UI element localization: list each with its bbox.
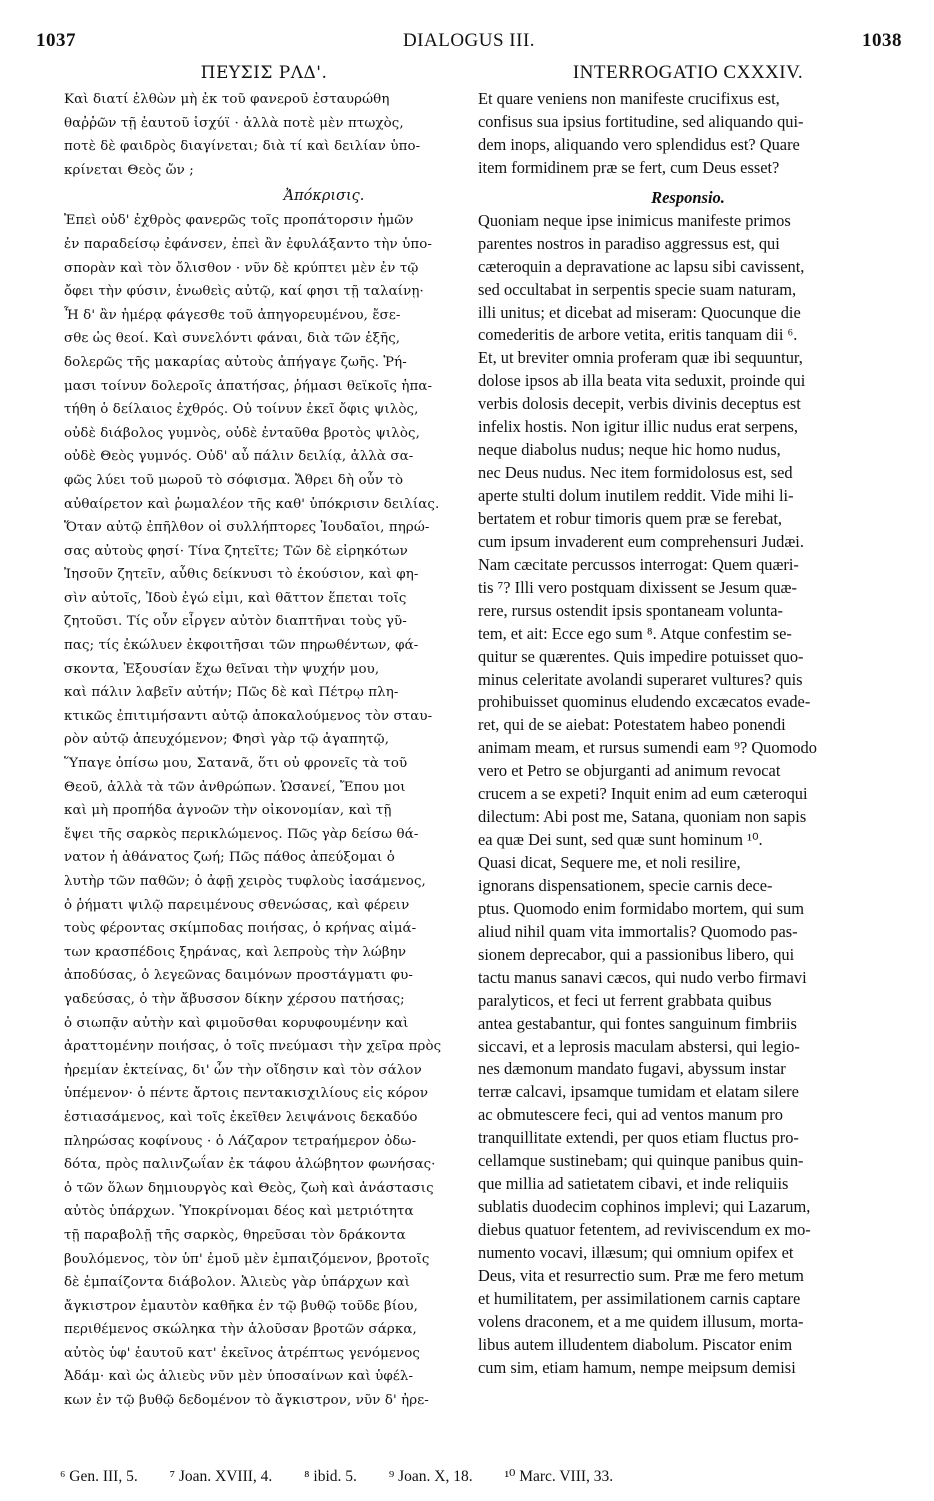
text-line: ἐν παραδείσῳ ἐφάνσεν, ἐπεὶ ἂν ἐφυλάξαντο τὴν ὑπο-: [64, 236, 433, 252]
text-line: nec Deus nudus. Nec item formidolosus est, sed: [478, 463, 793, 483]
text-line: tis ⁷? Illi vero postquam dixissent se Jesum quæ-: [478, 577, 797, 597]
text-line: σὶν αὐτοῖς, Ἰδοὺ ἐγώ εἰμι, καὶ θᾶττον ἕπεται τοῖς: [64, 590, 407, 606]
text-line: ὁ σιωπᾷν αὐτὴν καὶ φιμοῦσθαι κορυφουμένην καὶ: [64, 1015, 409, 1031]
text-line: illi unitus; et dicebat ad miseram: Quocunque die: [478, 302, 801, 322]
text-line: δὲ ἐμπαίζοντα διάβολον. Ἁλιεὺς γὰρ ὑπάρχων καὶ: [64, 1275, 410, 1291]
text-line: minus celeritate avolandi superaret vultures? quis: [478, 669, 803, 689]
text-line: Nam cæcitate percussos interrogat: Quem quæri-: [478, 554, 799, 574]
latin-question: [478, 88, 898, 180]
text-line: κτικῶς ἐπιτιμήσαντι αὐτῷ ἀποκαλούμενος τὸν σταυ-: [64, 708, 433, 724]
text-line: γαδεύσας, ὁ τὴν ἄβυσσον δίκην χέρσου πατήσας;: [64, 991, 405, 1007]
text-line: volens draconem, et a me quidem illusum, morta-: [478, 1311, 804, 1331]
text-line: Ἰησοῦν ζητεῖν, αὖθις δείκνυσι τὸ ἑκούσιον, καὶ φη-: [64, 567, 419, 583]
greek-question-heading: ΠΕΥΣΙΣ ΡΛΔ'.: [200, 63, 328, 83]
text-line: οὐδὲ διάβολος γυμνὸς, οὐδὲ ἐνταῦθα βροτὸς ψιλὸς,: [64, 425, 420, 441]
text-line: cum sim, etiam hamum, nempe meipsum demisi: [478, 1357, 796, 1377]
text-line: ποτὲ δὲ φαιδρὸς διαγίνεται; διὰ τί καὶ δειλίαν ὑπο-: [64, 139, 421, 155]
running-title: DIALOGUS III.: [402, 30, 536, 51]
text-line: diebus quatuor fetentem, ad reviviscendum ex mo-: [478, 1220, 811, 1239]
footnote: ¹⁰ Marc. VIII, 33.: [504, 1468, 614, 1485]
text-line: quitur se quærentes. Quis impedire potuisset quo-: [478, 646, 804, 666]
text-line: ἑστιασάμενος, καὶ τοῖς ἐκεῖθεν λειψάνοις δεκαδύο: [64, 1109, 418, 1125]
text-line: bertatem et robur timoris quem præ se ferebat,: [478, 508, 783, 528]
text-line: sublatis duodecim cophinos implevi; qui Lazarum,: [478, 1197, 811, 1217]
text-line: dolose ipsos ab illa beata vita seduxit, proinde qui: [478, 371, 806, 391]
text-line: Quasi dicat, Sequere me, et noli resilire,: [478, 853, 741, 872]
footnote: ⁹ Joan. X, 18.: [388, 1468, 473, 1485]
latin-answer-heading: Responsio.: [651, 187, 725, 207]
text-line: τῇ παραβολῇ τῆς σαρκὸς, θηρεῦσαι τὸν δράκοντα: [64, 1227, 406, 1243]
text-line: ret, qui de se aiebat: Potestatem habeo ponendi: [478, 715, 786, 735]
running-head: [36, 30, 902, 56]
text-line: dilectum: Abi post me, Satana, quoniam non sapis: [478, 807, 807, 827]
latin-question-heading: INTERROGATIO CXXXIV.: [572, 62, 804, 83]
greek-answer-heading: Ἀπόκρισις.: [283, 188, 365, 205]
text-line: neque diabolus nudus; neque hic homo nudus,: [478, 440, 781, 460]
page-number-right: 1038: [862, 30, 902, 51]
latin-column: [478, 62, 898, 1380]
text-line: Quoniam neque ipse inimicus manifeste primos: [478, 210, 791, 230]
text-line: verbis dolosis decepit, verbis divinis deceptus est: [478, 394, 801, 414]
text-line: ac obmutescere feci, qui ad ventos manum pro: [478, 1105, 783, 1125]
text-line: λυτὴρ τῶν παθῶν; ὁ ἀφῇ χειρὸς τυφλοὺς ἰασάμενος,: [64, 874, 426, 889]
text-line: αὐτὸς ὑπάρχων. Ὑποκρίνομαι δέος καὶ μετριότητα: [64, 1204, 414, 1220]
text-line: siccavi, et a leprosis maculam abstersi, qui legio-: [478, 1036, 800, 1056]
text-line: paralyticos, et feci ut ferrent grabbata quibus: [478, 990, 772, 1010]
text-line: confisus sua ipsius fortitudine, sed aliquando qui-: [478, 111, 804, 131]
text-line: ὁ ῥήματι ψιλῷ παρειμένους σθενώσας, καὶ φέρειν: [64, 897, 410, 913]
text-line: σπορὰν καὶ τὸν ὄλισθον · νῦν δὲ κρύπτει μὲν ἐν τῷ: [64, 260, 419, 276]
text-line: Ὕπαγε ὀπίσω μου, Σατανᾶ, ὅτι οὐ φρονεῖς τὰ τοῦ: [64, 756, 408, 772]
text-line: comederitis de arbore vetita, eritis tanquam dii ⁶.: [478, 325, 798, 345]
text-line: sionem deprecabor, qui a passionibus libero, qui: [478, 944, 795, 964]
text-line: Ἐπεὶ οὐδ' ἐχθρὸς φανερῶς τοῖς προπάτορσιν ἡμῶν: [64, 213, 414, 229]
text-line: Deus, vita et resurrectio sum. Præ me fero metum: [478, 1265, 804, 1285]
text-line: θαῤῥῶν τῇ ἑαυτοῦ ἰσχύϊ · ἀλλὰ ποτὲ μὲν πτωχὸς,: [64, 115, 404, 131]
text-line: Et quare veniens non manifeste crucifixus est,: [478, 89, 780, 108]
text-line: ὄφει τὴν φύσιν, ἑνωθεὶς αὐτῷ, καί φησι τῇ ταλαίνῃ·: [64, 284, 424, 300]
text-line: nes dæmonum mandato fugavi, abyssum instar: [478, 1059, 786, 1079]
text-line: πληρώσας κοφίνους · ὁ Λάζαρον τετραήμερον ὀδω-: [64, 1133, 417, 1149]
text-line: ἀραττομένην ποιήσας, ὁ τοῖς πνεύμασι τὴν χεῖρα πρὸς: [64, 1039, 442, 1055]
text-line: τήθη ὁ δείλαιος ἐχθρός. Οὐ τοίνυν ἐκεῖ ὄφις ψιλὸς,: [64, 402, 419, 418]
text-line: cellamque sustinebam; qui quinque panibus quin-: [478, 1151, 804, 1171]
text-line: aliud nihil quam vita immortalis? Quomodo pas-: [478, 921, 798, 941]
text-line: σκοντα, Ἐξουσίαν ἔχω θεῖναι τὴν ψυχήν μου,: [64, 661, 380, 677]
text-line: ζητοῦσι. Τίς οὖν εἶργεν αὐτὸν διαπτῆναι τοὺς γῦ-: [64, 614, 407, 630]
greek-question: [64, 88, 464, 182]
text-line: cum ipsum invaderent eum comprehensuri Judæi.: [478, 531, 804, 551]
text-line: ἀποδύσας, ὁ λεγεῶνας δαιμόνων προστάγματι φυ-: [64, 968, 413, 984]
text-line: τοὺς φέροντας σκίμποδας ποιήσας, ὁ κρήνας αἱμά-: [64, 921, 417, 937]
text-line: que millia ad satietatem cibavi, et inde reliquiis: [478, 1174, 789, 1194]
text-line: Θεοῦ, ἀλλὰ τὰ τῶν ἀνθρώπων. Ὡσανεί, Ἔπου μοι: [64, 779, 406, 795]
text-line: prohibuisset quominus eludendo excæcatos evade-: [478, 692, 811, 712]
page-number-left: 1037: [36, 30, 76, 51]
text-line: ignorans dispensationem, specie carnis dece-: [478, 875, 773, 895]
text-line: κρίνεται Θεὸς ὤν ;: [64, 162, 194, 178]
text-line: βουλόμενος, τὸν ὑπ' ἐμοῦ μὲν ἐμπαιζόμενον, βροτοῖς: [64, 1251, 430, 1267]
text-line: κων ἐν τῷ βυθῷ δεδομένον τὸ ἄγκιστρον, νῦν δ' ἠρε-: [64, 1393, 429, 1409]
text-line: δολερῶς τῆς μακαρίας αὐτοὺς ἀπήγαγε ζωῆς. Ῥή-: [64, 354, 407, 370]
text-line: animam meam, et rursus sumendi eam ⁹? Quomodo: [478, 738, 817, 758]
text-line: sed occultabat in serpentis specie suam naturam,: [478, 279, 797, 299]
text-line: antea gestabantur, qui fontes sanguinum fimbriis: [478, 1013, 797, 1033]
text-line: των κρασπέδοις ξηράνας, καὶ λεπροὺς τὴν λώβην: [64, 944, 407, 960]
text-line: parentes nostros in paradiso aggressus est, qui: [478, 233, 780, 253]
text-line: ἔψει τῆς σαρκὸς περικλώμενος. Πῶς γὰρ δείσω θά-: [64, 826, 419, 842]
text-line: σθε ὡς θεοί. Καὶ συνελόντι φάναι, διὰ τῶν ἑξῆς,: [64, 331, 401, 347]
text-line: tranquillitate extendi, per quos etiam fluctus pro-: [478, 1128, 799, 1148]
text-line: δότα, πρὸς παλινζωΐαν ἐκ τάφου ἀλώβητον φωνήσας·: [64, 1157, 436, 1173]
text-line: καὶ μὴ προπήδα ἀγνοῶν τὴν οἰκονομίαν, καὶ τῇ: [64, 803, 392, 819]
text-line: et humilitatem, per assimilationem carnis captare: [478, 1288, 801, 1308]
footnotes: [60, 1464, 904, 1490]
text-line: libus autem illudentem diabolum. Piscator enim: [478, 1334, 793, 1354]
text-line: Ἦ δ' ἂν ἡμέρᾳ φάγεσθε τοῦ ἀπηγορευμένου, ἔσε-: [64, 307, 401, 323]
footnote: ⁶ Gen. III, 5.: [60, 1468, 138, 1485]
text-line: aperte stulti dolum inutilem reddit. Vide mihi li-: [478, 486, 794, 505]
greek-answer: [64, 209, 464, 1412]
text-line: πας; τίς ἐκώλυεν ἐκφοιτῆσαι τῶν πηρωθέντων, φά-: [64, 638, 419, 654]
text-line: περιθέμενος σκώληκα τὴν ἁλοῦσαν βροτῶν σάρκα,: [64, 1322, 417, 1338]
text-line: cæteroquin a depravatione ac lapsu sibi cavissent,: [478, 256, 805, 276]
text-line: ἄγκιστρον ἐμαυτὸν καθῆκα ἐν τῷ βυθῷ τοῦδε βίου,: [64, 1298, 418, 1314]
text-line: rere, rursus ostendit ipsis spontaneam volunta-: [478, 600, 783, 620]
text-line: Ἀδάμ· καὶ ὡς ἁλιεὺς νῦν μὲν ὑποσαίνων καὶ ὑφέλ-: [64, 1369, 414, 1385]
text-line: tactu manus sanavi cæcos, qui nudo verbo firmavi: [478, 967, 807, 987]
footnote: ⁷ Joan. XVIII, 4.: [169, 1468, 273, 1485]
text-line: item formidinem præ se fert, cum Deus esset?: [478, 157, 780, 177]
text-line: ptus. Quomodo enim formidabo mortem, qui sum: [478, 898, 804, 918]
text-line: ὑπέμενον· ὁ πέντε ἄρτοις πεντακισχιλίους εἰς κόρον: [64, 1086, 429, 1102]
text-line: vero et Petro se objurganti ad animum revocat: [478, 761, 781, 781]
text-line: infelix hostis. Non igitur illic nudus erat serpens,: [478, 417, 799, 437]
text-line: φῶς λύει τοῦ μωροῦ τὸ σόφισμα. Ἄθρει δὴ οὖν τὸ: [64, 472, 404, 488]
text-line: dem inops, aliquando vero splendidus est? Quare: [478, 134, 800, 154]
text-line: Καὶ διατί ἐλθὼν μὴ ἐκ τοῦ φανεροῦ ἐσταυρώθη: [64, 92, 390, 107]
text-line: αὐτὸς ὑφ' ἑαυτοῦ κατ' ἐκεῖνος ἀτρέπτως γενόμενος: [64, 1345, 420, 1361]
text-line: Et, ut breviter omnia proferam quæ ibi sequuntur,: [478, 348, 803, 368]
text-line: ὁ τῶν ὅλων δημιουργὸς καὶ Θεὸς, ζωὴ καὶ ἀνάστασις: [64, 1180, 434, 1196]
text-line: καὶ πάλιν λαβεῖν αὐτήν; Πῶς δὲ καὶ Πέτρῳ πλη-: [64, 685, 399, 701]
text-line: νατον ἡ ἀθάνατος ζωή; Πῶς πάθος ἀπεύξομαι ὁ: [64, 850, 395, 866]
text-line: οὐδὲ Θεὸς γυμνός. Οὐδ' αὖ πάλιν δειλίᾳ, ἀλλὰ σα-: [64, 449, 414, 465]
text-line: μασι τοίνυν δολεροῖς ἀπατήσας, ῥήμασι θεϊκοῖς ἡπα-: [64, 378, 433, 394]
greek-column: [64, 62, 464, 1413]
text-line: ea quæ Dei sunt, sed quæ sunt hominum ¹⁰.: [478, 830, 763, 850]
text-line: crucem a se expeti? Inquit enim ad eum cæteroqui: [478, 784, 808, 804]
text-line: ρὸν αὐτῷ ἀπευχόμενον; Φησὶ γὰρ τῷ ἀγαπητῷ,: [64, 732, 390, 748]
latin-answer: [478, 210, 898, 1380]
text-line: Ὅταν αὐτῷ ἐπῆλθον οἱ συλλήπτορες Ἰουδαῖοι, πηρώ-: [64, 520, 430, 536]
text-line: tem, et ait: Ecce ego sum ⁸. Atque confestim se-: [478, 623, 792, 643]
text-line: σας αὐτοὺς φησί· Τίνα ζητεῖτε; Τῶν δὲ εἰρηκότων: [64, 543, 408, 559]
text-line: numento vocavi, illæsum; qui omnium opifex et: [478, 1242, 794, 1262]
footnote: ⁸ ibid. 5.: [304, 1468, 357, 1485]
text-line: αὐθαίρετον καὶ ῥωμαλέον τῆς καθ' ὑπόκρισιν δειλίας.: [64, 496, 440, 512]
text-line: ἠρεμίαν ἐκτείνας, δι' ὧν τὴν οἴδησιν καὶ τὸν σάλον: [64, 1062, 422, 1078]
text-line: terræ calcavi, ipsamque tumidam et elatam silere: [478, 1082, 799, 1102]
